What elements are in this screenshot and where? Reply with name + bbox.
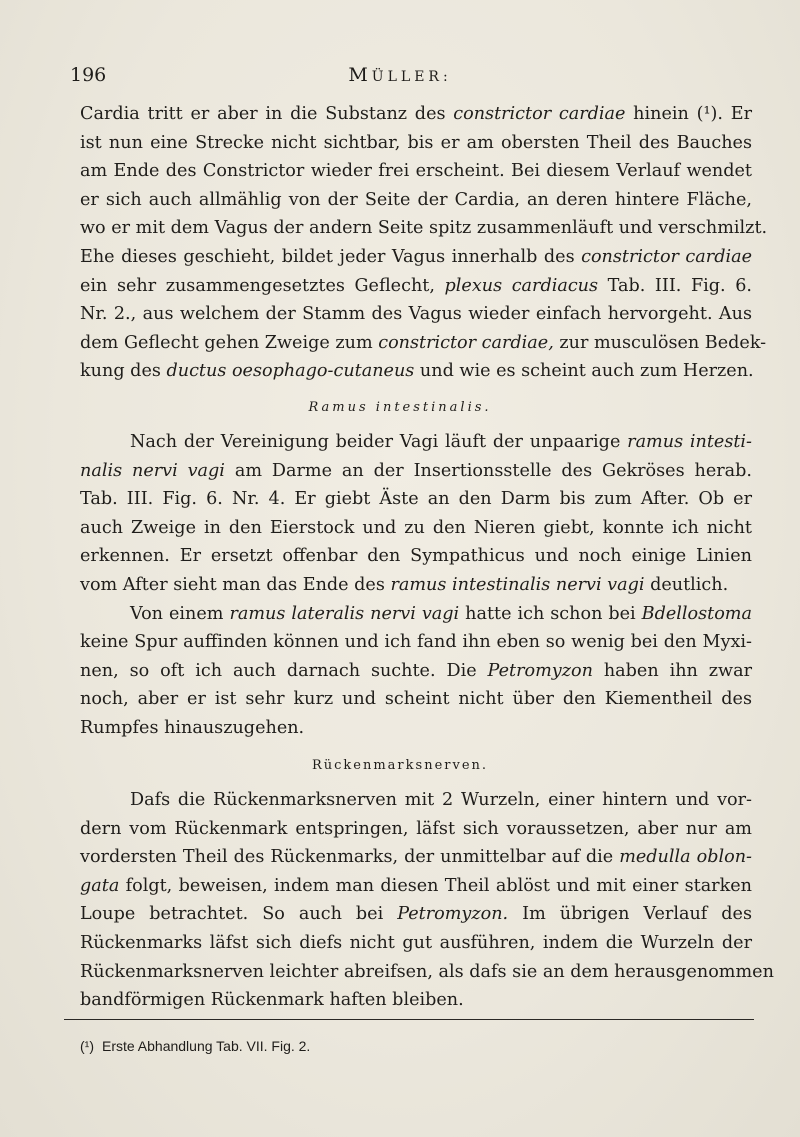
text-run: ein sehr zusammengesetztes Geflecht, xyxy=(80,275,445,296)
text-line xyxy=(80,214,768,243)
footnote xyxy=(80,1038,310,1054)
text-run: Tab. III. Fig. 6. Nr. 4. Er giebt Äste an den Darm bis zum After. Ob er xyxy=(80,489,752,510)
text-line xyxy=(80,129,752,158)
text-line xyxy=(80,272,752,301)
text-run: am Darme an der Insertionsstelle des Gekröses herab. xyxy=(224,460,753,481)
text-line xyxy=(80,300,752,329)
section-heading-rueckenmarksnerven: Rückenmarksnerven. xyxy=(311,758,489,773)
text-run: keine Spur auffinden können und ich fand ihn eben so wenig bei den Myxi- xyxy=(80,632,752,653)
footnote-mark: (¹) xyxy=(80,1038,94,1054)
latin-term: medulla oblon- xyxy=(619,847,753,868)
text-run: hatte ich schon bei xyxy=(459,603,642,624)
text-run: haben ihn zwar xyxy=(592,660,752,681)
text-line xyxy=(80,628,752,657)
text-run: Cardia tritt er aber in die Substanz des xyxy=(80,104,454,124)
latin-term: constrictor cardiae, xyxy=(378,332,554,353)
text-run: Nr. 2., aus welchem der Stamm des Vagus wieder einfach hervorgeht. Aus xyxy=(80,304,752,325)
footnote-text: Erste Abhandlung Tab. VII. Fig. 2. xyxy=(102,1038,311,1054)
text-line xyxy=(80,872,752,901)
text-line xyxy=(80,986,752,1015)
text-run: bandförmigen Rückenmark haften bleiben. xyxy=(80,990,464,1011)
text-line xyxy=(80,542,752,571)
text-line xyxy=(80,100,752,129)
footnote-rule xyxy=(64,1019,754,1020)
text-run: hinein (¹). Er xyxy=(625,104,752,124)
text-line xyxy=(80,657,752,686)
text-run: nen, so oft ich auch darnach suchte. Die xyxy=(80,660,488,681)
text-run: noch, aber er ist sehr kurz und scheint nicht über den Kiementheil des xyxy=(80,689,752,710)
running-head-initial: M xyxy=(348,64,372,86)
text-run: auch Zweige in den Eierstock und zu den Nieren giebt, konnte ich nicht xyxy=(80,517,752,538)
text-line xyxy=(80,600,752,629)
text-run: ist nun eine Strecke nicht sichtbar, bis er am obersten Theil des Bauches xyxy=(80,132,752,153)
text-line xyxy=(80,157,752,186)
text-line xyxy=(80,685,752,714)
text-run: folgt, beweisen, indem man diesen Theil ablöst und mit einer starken xyxy=(119,875,752,896)
text-run: Tab. III. Fig. 6. xyxy=(598,275,752,296)
text-line xyxy=(80,357,752,386)
text-run: Rückenmarksnerven leichter abreifsen, als dafs sie an dem herausgenommen xyxy=(80,961,774,982)
text-run: wo er mit dem Vagus der andern Seite spitz zusammenläuft und verschmilzt. xyxy=(80,218,768,239)
running-head-rest: ÜLLER: xyxy=(371,69,452,85)
text-run: vordersten Theil des Rückenmarks, der unmittelbar auf die xyxy=(80,847,620,868)
running-head xyxy=(70,64,730,86)
text-line xyxy=(80,186,752,215)
text-line xyxy=(80,571,752,600)
latin-term: nalis nervi vagi xyxy=(80,460,225,481)
text-line xyxy=(80,815,752,844)
text-run: am Ende des Constrictor wieder frei erscheint. Bei diesem Verlauf wendet xyxy=(80,161,752,182)
latin-term: ramus lateralis nervi vagi xyxy=(229,603,460,624)
text-run: dem Geflecht gehen Zweige zum xyxy=(80,332,379,353)
text-line xyxy=(80,457,752,486)
text-line xyxy=(80,929,752,958)
text-line xyxy=(80,843,752,872)
text-run: vom After sieht man das Ende des xyxy=(80,574,391,595)
text-line xyxy=(80,958,774,987)
latin-term: plexus cardiacus xyxy=(444,275,599,296)
latin-term: constrictor cardiae xyxy=(453,104,626,124)
page-number: 196 xyxy=(70,64,107,86)
text-line xyxy=(80,485,752,514)
text-line xyxy=(80,786,752,815)
latin-term: Bdellostoma xyxy=(641,603,752,624)
latin-term: ramus intesti- xyxy=(627,432,752,452)
text-run: Dafs die Rückenmarksnerven mit 2 Wurzeln, einer hintern und vor- xyxy=(130,790,752,810)
text-run: er sich auch allmählig von der Seite der Cardia, an deren hintere Fläche, xyxy=(80,189,752,210)
text-run: zur musculösen Bedek- xyxy=(553,332,767,353)
section-rueckenmarksnerven xyxy=(80,786,774,1015)
text-line xyxy=(80,428,752,457)
text-line xyxy=(80,243,752,272)
page-header xyxy=(70,64,730,88)
latin-term: ductus oesophago-cutaneus xyxy=(166,361,415,382)
text-run: Nach der Vereinigung beider Vagi läuft der unpaarige xyxy=(130,432,628,452)
section-heading-ramus-intestinalis: Ramus intestinalis. xyxy=(308,400,492,415)
text-line xyxy=(80,900,752,929)
text-run: Rumpfes hinauszugehen. xyxy=(80,717,305,738)
latin-term: Petromyzon xyxy=(487,660,593,681)
section-ramus-intestinalis xyxy=(80,428,752,743)
text-run: erkennen. Er ersetzt offenbar den Sympathicus und noch einige Linien xyxy=(80,546,752,567)
text-run: Im übrigen Verlauf des xyxy=(508,904,752,925)
paragraph-constrictor-cardiae xyxy=(80,100,768,386)
text-run: Ehe dieses geschieht, bildet jeder Vagus innerhalb des xyxy=(80,246,582,267)
latin-term: ramus intestinalis nervi vagi xyxy=(390,574,645,595)
text-line xyxy=(80,714,752,743)
text-run: Von einem xyxy=(130,603,230,624)
text-line xyxy=(80,514,752,543)
text-run: Rückenmarks läfst sich diefs nicht gut ausführen, indem die Wurzeln der xyxy=(80,932,752,953)
text-line xyxy=(80,329,767,358)
text-run: kung des xyxy=(80,361,167,382)
text-run: deutlich. xyxy=(644,574,729,595)
text-run: dern vom Rückenmark entspringen, läfst sich voraussetzen, aber nur am xyxy=(80,818,752,839)
text-run: und wie es scheint auch zum Herzen. xyxy=(414,361,754,382)
latin-term: gata xyxy=(80,875,120,896)
latin-term: Petromyzon. xyxy=(397,904,509,925)
latin-term: constrictor cardiae xyxy=(581,246,752,267)
text-run: Loupe betrachtet. So auch bei xyxy=(80,904,398,925)
